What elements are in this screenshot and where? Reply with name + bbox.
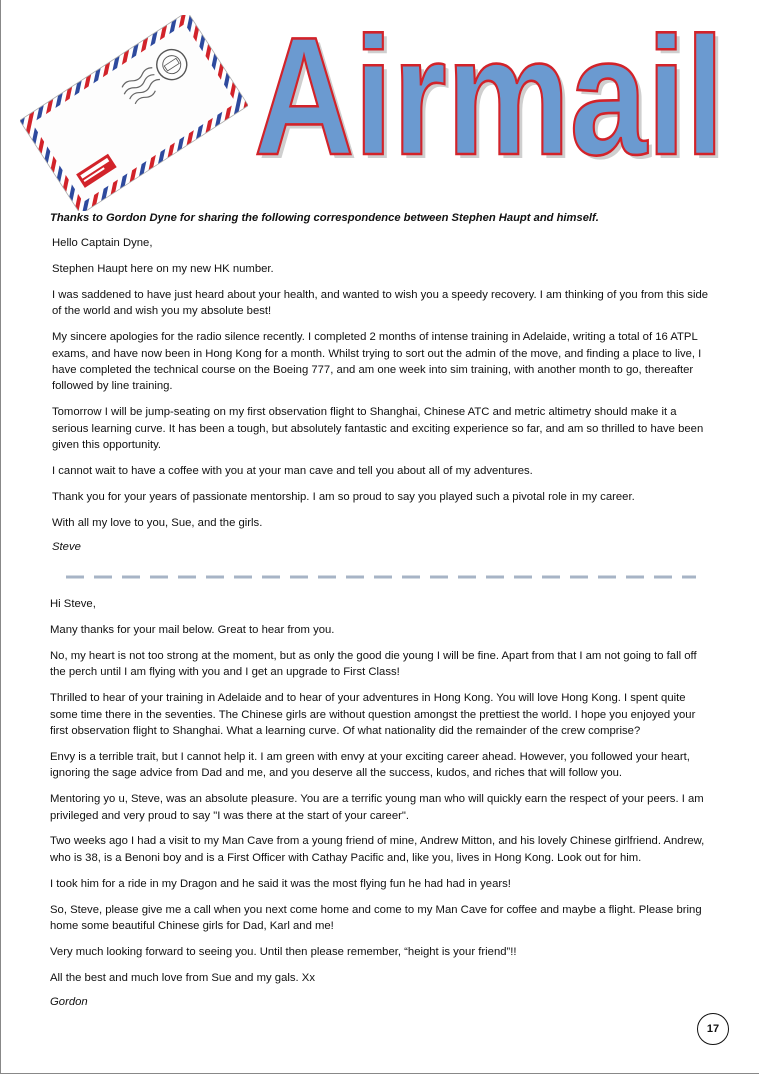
paragraph: With all my love to you, Sue, and the girls. xyxy=(52,516,263,529)
paragraph: Envy is a terrible trait, but I cannot help it. I am green with envy at your exciting career ahead. However, you followed your heart, ignoring the sage advice from Dad and me, and you deserve all the success, kudos, and riches that will follow you. xyxy=(50,750,690,780)
paragraph: Stephen Haupt here on my new HK number. xyxy=(52,262,274,275)
paragraph: I cannot wait to have a coffee with you at your man cave and tell you about all of my adventures. xyxy=(52,464,533,477)
intro-caption: Thanks to Gordon Dyne for sharing the following correspondence between Stephen Haupt and himself. xyxy=(50,212,599,224)
letter-stephen xyxy=(52,235,712,553)
paragraph: No, my heart is not too strong at the moment, but as only the good die young I will be fine. Apart from that I am not going to fall off the perch until I am flying with you and I get an upgrade to First Class! xyxy=(50,649,697,679)
paragraph: Very much looking forward to seeing you. Until then please remember, “height is your friend”!! xyxy=(50,946,517,958)
signature-steve: Steve xyxy=(52,540,81,553)
paragraph: Two weeks ago I had a visit to my Man Cave from a young friend of mine, Andrew Mitton, and his lovely Chinese girlfriend. Andrew, who is 38, is a Benoni boy and is a First Officer with Cathay Pacific and, like you, lives in Hong Kong. Look out for him. xyxy=(50,835,705,864)
paragraph: Thank you for your years of passionate mentorship. I am so proud to say you played such a pivotal role in my career. xyxy=(52,490,635,503)
paragraph: Hello Captain Dyne, xyxy=(52,237,153,249)
paragraph: So, Steve, please give me a call when you next come home and come to my Man Cave for coffee and maybe a flight. Please bring home some beautiful Chinese girls for Dad, Karl and me! xyxy=(50,903,702,933)
title-text: Airmail xyxy=(254,28,724,178)
paragraph: My sincere apologies for the radio silence recently. I completed 2 months of intense training in Adelaide, writing a total of 16 ATPL exams, and have now been in Hong Kong for a month. Whilst trying to sort out the admin of the move, and finding a place to live, I have completed the technical course on the Boeing 777, and am one week into sim training, with another month to go, thereafter followed by line training. xyxy=(52,331,702,393)
page-title xyxy=(252,28,747,178)
airmail-envelope-icon xyxy=(20,15,248,211)
paragraph: Many thanks for your mail below. Great to hear from you. xyxy=(50,623,335,636)
paragraph: Thrilled to hear of your training in Adelaide and to hear of your adventures in Hong Kong. You will love Hong Kong. I spent quite some time there in the seventies. The Chinese girls are without question amongst the prettiest the world. I hope you enjoyed your first observation flight to Shanghai. What a learning curve. Of what nationality did the remainder of the crew comprise? xyxy=(50,692,696,737)
dashed-divider xyxy=(66,574,696,580)
paragraph: Tomorrow I will be jump-seating on my first observation flight to Shanghai, Chinese ATC and metric altimetry should make it a serious learning curve. It has been a tough, but absolutely fantastic and exciting experience so far, and am so thrilled to have been given this opportunity. xyxy=(52,406,704,452)
paragraph: Hi Steve, xyxy=(50,598,96,610)
paragraph: Mentoring yo u, Steve, was an absolute pleasure. You are a terrific young man who will quickly earn the respect of your peers. I am privileged and very proud to say "I was there at the start of your career". xyxy=(50,793,704,822)
signature-gordon: Gordon xyxy=(50,995,88,1008)
paragraph: I was saddened to have just heard about your health, and wanted to wish you a speedy recovery. I am thinking of you from this side of the world and wish you my absolute best! xyxy=(52,288,709,318)
page-number: 17 xyxy=(697,1013,729,1045)
paragraph: I took him for a ride in my Dragon and he said it was the most flying fun he had had in years! xyxy=(50,877,511,890)
paragraph: All the best and much love from Sue and my gals. Xx xyxy=(50,971,315,984)
letter-gordon xyxy=(50,596,715,1008)
title-shadow: Airmail xyxy=(258,28,728,178)
